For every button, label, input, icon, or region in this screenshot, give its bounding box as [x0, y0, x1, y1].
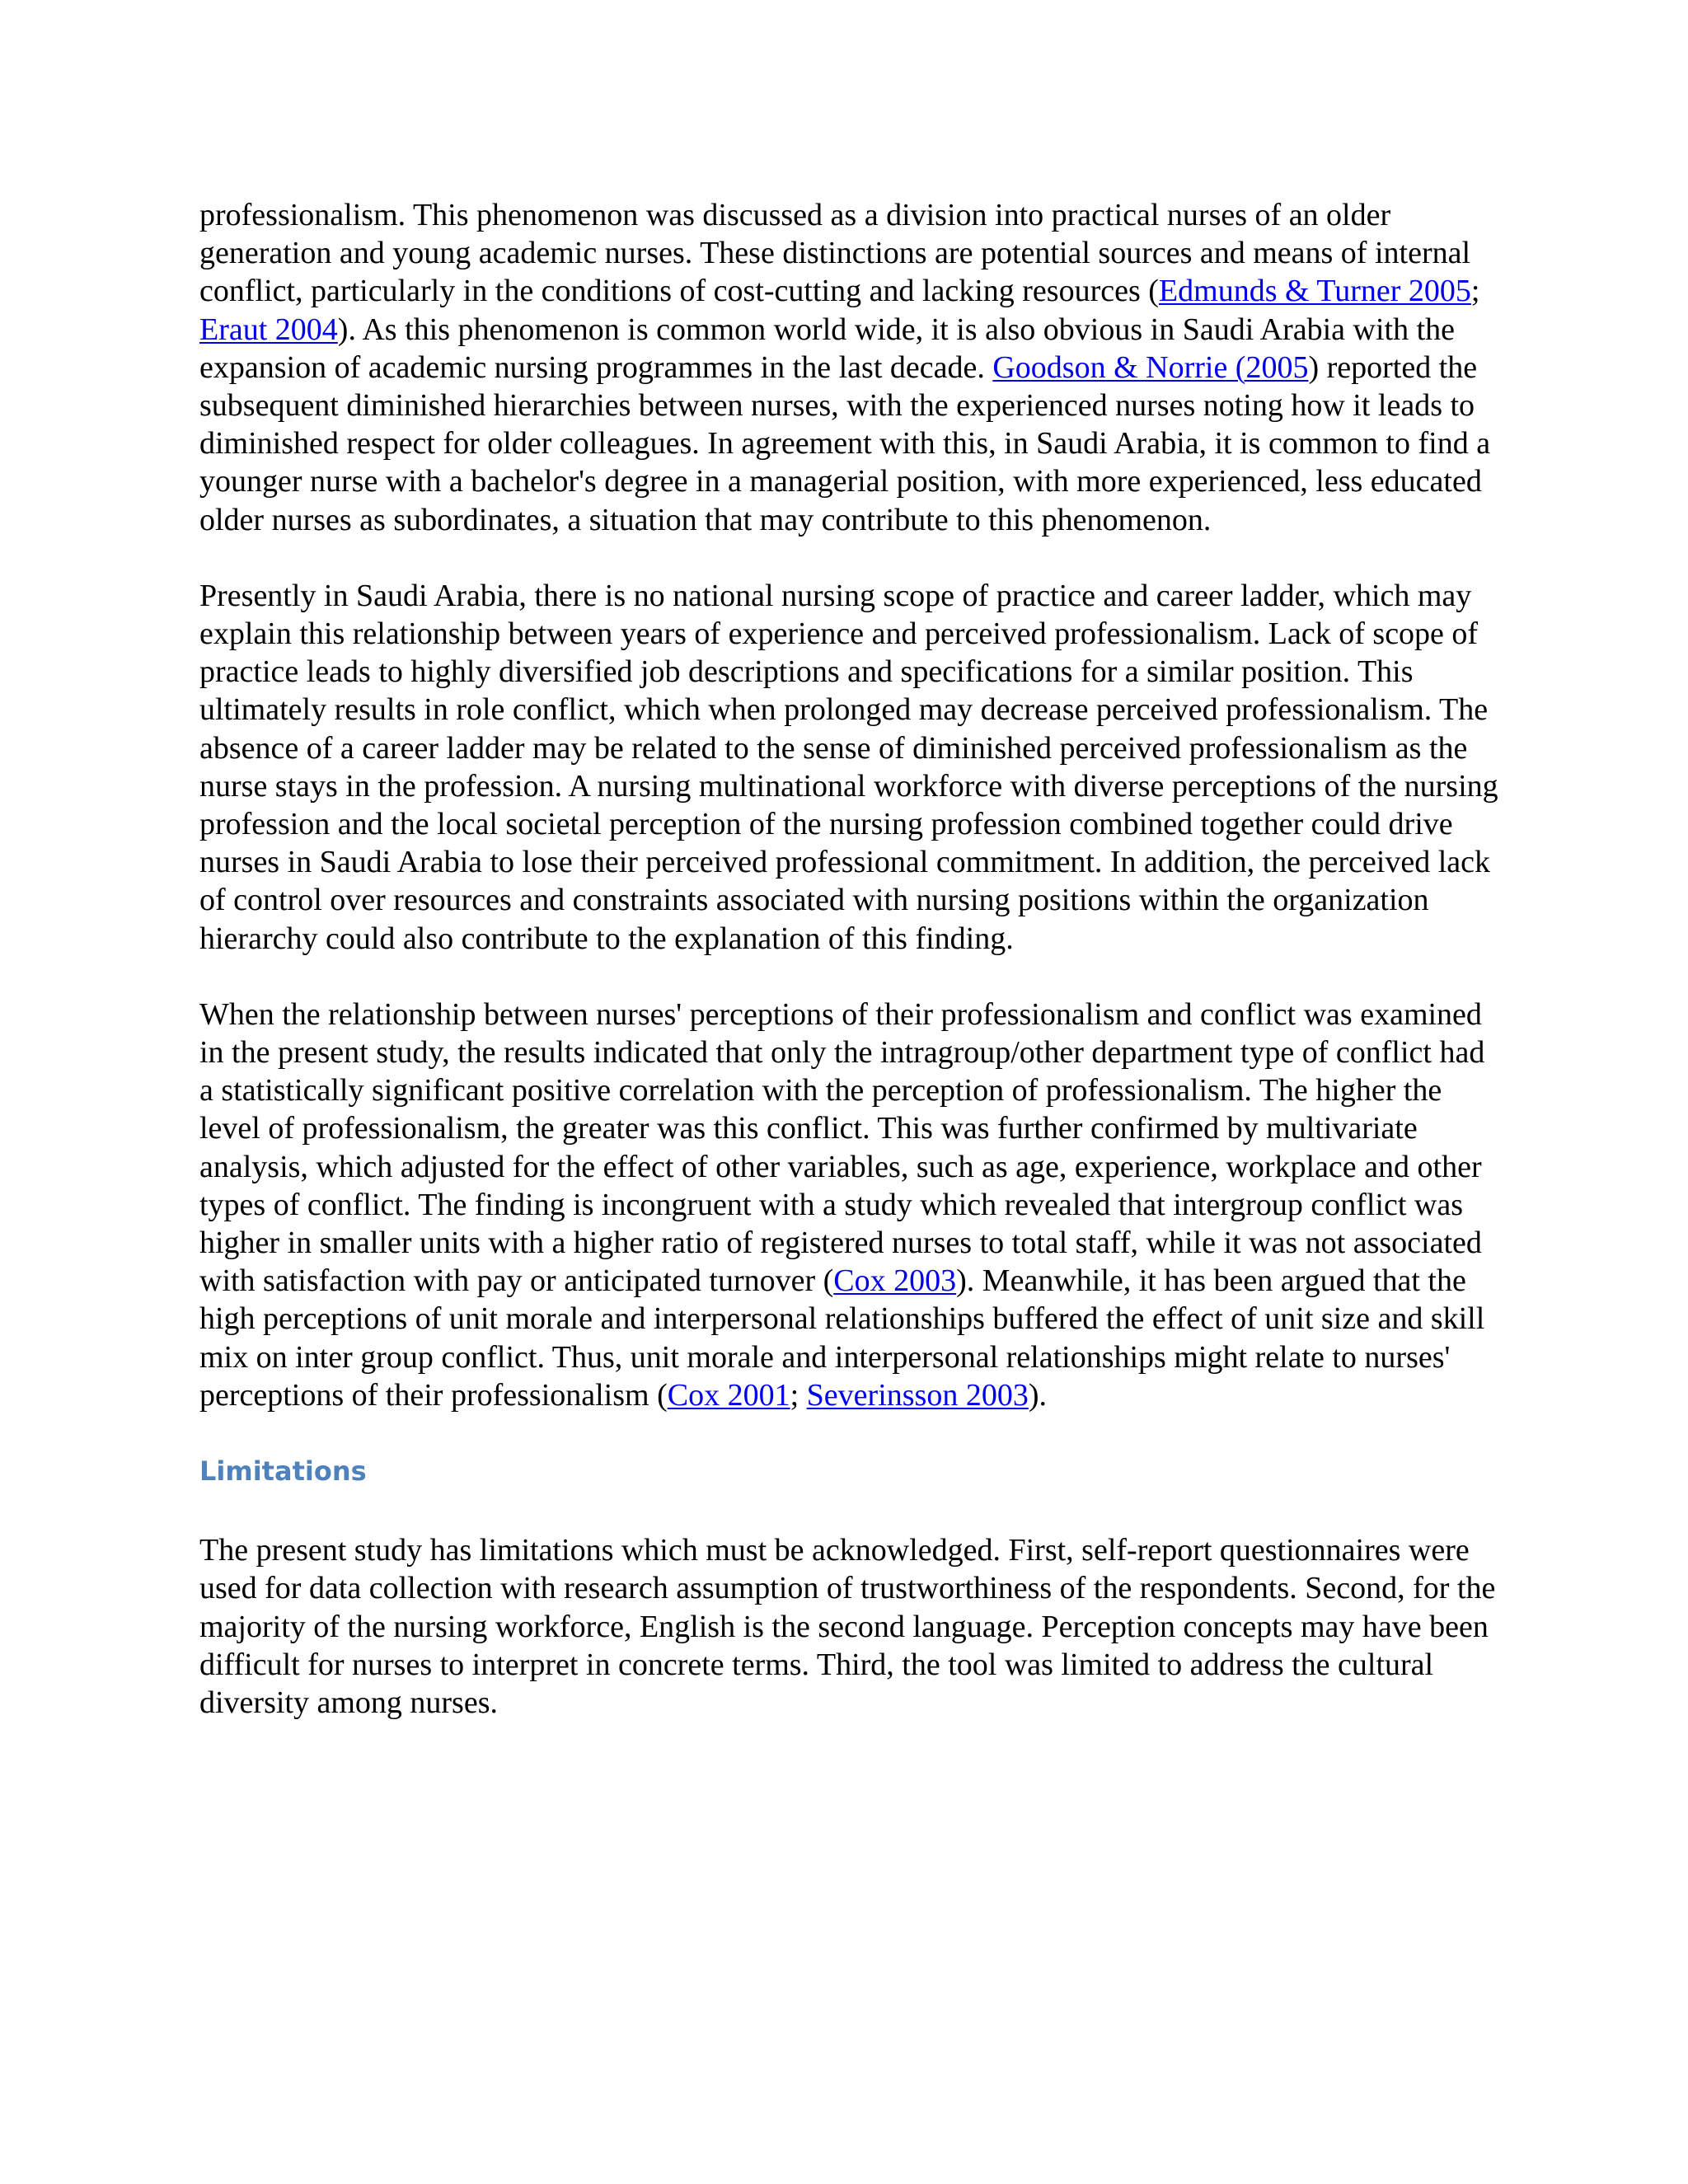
citation-link-cox-2001[interactable]: Cox 2001: [667, 1377, 790, 1413]
text-segment: ).: [1028, 1377, 1047, 1413]
document-page: [199, 196, 1502, 1760]
paragraph-scope-of-practice: [199, 577, 1502, 958]
text-segment: ) reported the subsequent diminished hierarchies between nurses, with the experienced nurses noting how it leads to diminished respect for older colleagues. In agreement with this, in Saudi Arabia, it is common to find a younger nurse with a bachelor's degree in a managerial position, with more experienced, less educated older nurses as subordinates, a situation that may contribute to this phenomenon.: [199, 349, 1491, 537]
text-segment: The present study has limitations which must be acknowledged. First, self-report questionnaires were used for data collection with research assumption of trustworthiness of the respondents. Second, for the majority of the nursing workforce, English is the second language. Perception concepts may have been difficult for nurses to interpret in concrete terms. Third, the tool was limited to address the cultural diversity among nurses.: [199, 1533, 1496, 1720]
citation-link-goodson-norrie-2005[interactable]: Goodson & Norrie (2005: [992, 349, 1309, 385]
text-segment: ). As this phenomenon is common world wide, it is also obvious in Saudi Arabia with the expansion of academic nursing programmes in the last decade.: [199, 312, 1456, 385]
text-segment: When the relationship between nurses' perceptions of their professionalism and conflict was examined in the present study, the results indicated that only the intragroup/other department type of conflict had a statistically significant positive correlation with the perception of professionalism. The higher the level of professionalism, the greater was this conflict. This was further confirmed by multivariate analysis, which adjusted for the effect of other variables, such as age, experience, workplace and other types of conflict. The finding is incongruent with a study which revealed that intergroup conflict was higher in smaller units with a higher ratio of registered nurses to total staff, while it was not associated with satisfaction with pay or anticipated turnover (: [199, 996, 1485, 1299]
citation-link-edmunds-turner-2005[interactable]: Edmunds & Turner 2005: [1158, 274, 1471, 309]
text-segment: ). Meanwhile, it has been argued that the high perceptions of unit morale and interpersonal relationships buffered the effect of unit size and skill mix on inter group conflict. Thus, unit morale and interpersonal relationships might relate to nurses' perceptions of their professionalism (: [199, 1263, 1485, 1413]
citation-link-eraut-2004[interactable]: Eraut 2004: [199, 312, 338, 347]
citation-link-cox-2003[interactable]: Cox 2003: [833, 1263, 957, 1299]
text-segment: professionalism. This phenomenon was discussed as a division into practical nurses of an older generation and young academic nurses. These distinctions are potential sources and means of internal conflict, particularly in the conditions of cost-cutting and lacking resources (: [199, 198, 1471, 309]
paragraph-limitations: [199, 1531, 1502, 1722]
paragraph-professionalism-division: [199, 196, 1502, 539]
text-segment: Presently in Saudi Arabia, there is no national nursing scope of practice and career ladder, which may explain this relationship between years of experience and perceived professionalism. Lack of scope of practice leads to highly diversified job descriptions and specifications for a similar position. This ultimately results in role conflict, which when prolonged may decrease perceived professionalism. The absence of a career ladder may be related to the sense of diminished perceived professionalism as the nurse stays in the profession. A nursing multinational workforce with diverse perceptions of the nursing profession and the local societal perception of the nursing profession combined together could drive nurses in Saudi Arabia to lose their perceived professional commitment. In addition, the perceived lack of control over resources and constraints associated with nursing positions within the organization hierarchy could also contribute to the explanation of this finding.: [199, 578, 1498, 956]
text-segment: ;: [1470, 274, 1480, 309]
paragraph-professionalism-and-conflict: [199, 996, 1502, 1414]
citation-link-severinsson-2003[interactable]: Severinsson 2003: [806, 1377, 1029, 1413]
section-heading-limitations: Limitations: [199, 1455, 367, 1488]
text-segment: ;: [790, 1377, 807, 1413]
